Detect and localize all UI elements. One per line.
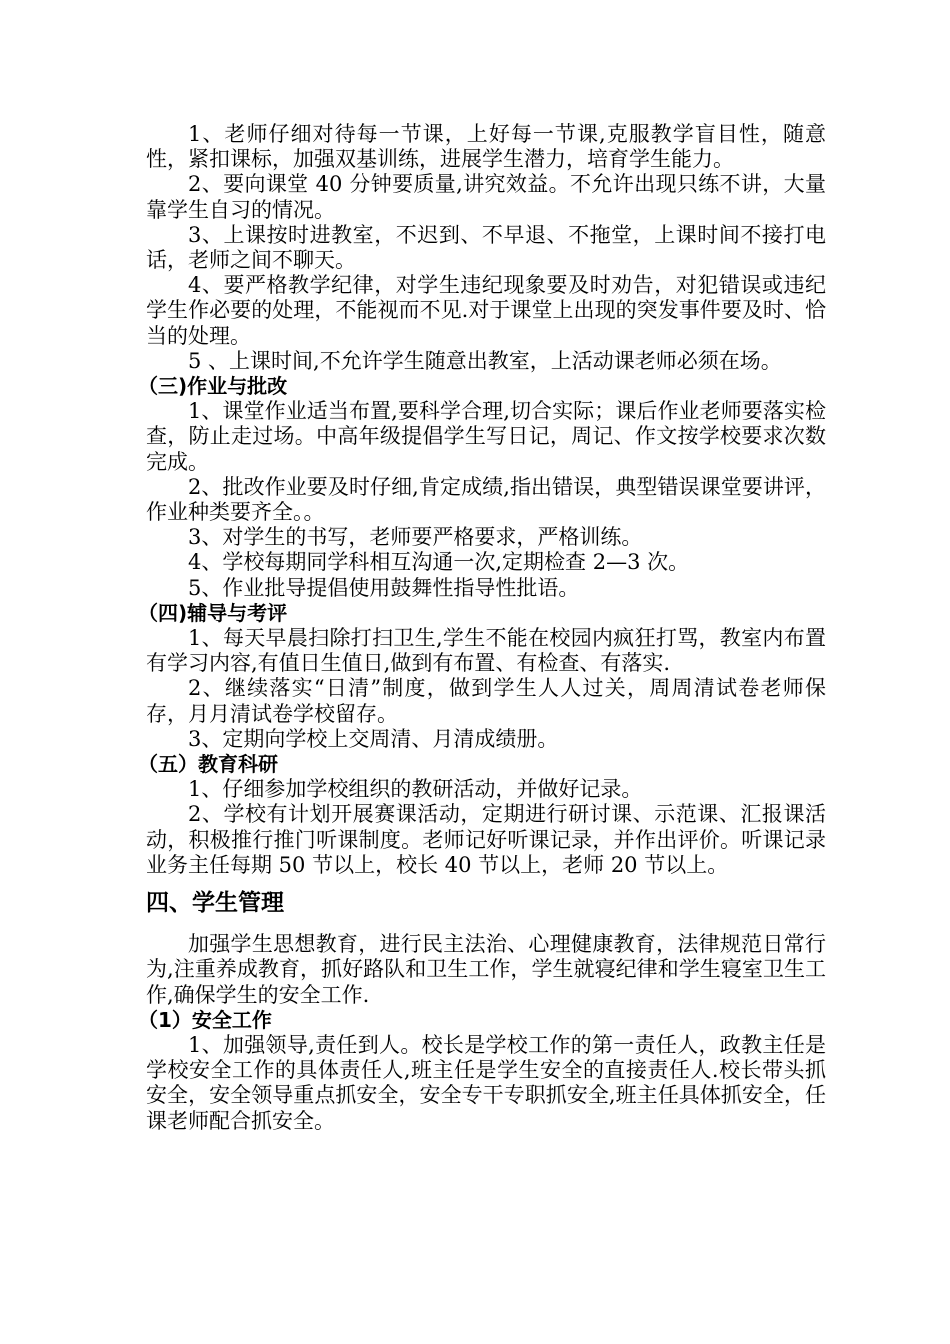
paragraph: 2、继续落实“日清”制度，做到学生人人过关，周周清试卷老师保存，月月清试卷学校留存。 <box>146 676 826 726</box>
chapter-heading-student-management: 四、学生管理 <box>146 890 284 917</box>
section-heading-tutoring: （四)辅导与考评 <box>138 600 288 625</box>
paragraph: 加强学生思想教育，进行民主法治、心理健康教育，法律规范日常行为,注重养成教育，抓好路队和卫生工作，学生就寝纪律和学生寝室卫生工作,确保学生的安全工作. <box>146 932 826 1007</box>
paragraph: 1、课堂作业适当布置,要科学合理,切合实际；课后作业老师要落实检查，防止走过场。中高年级提倡学生写日记，周记、作文按学校要求次数完成。 <box>146 399 826 474</box>
paragraph: 3、对学生的书写，老师要严格要求，严格训练。 <box>188 525 643 550</box>
paragraph: 5、作业批导提倡使用鼓舞性指导性批语。 <box>188 575 580 600</box>
paragraph: 3、上课按时进教室，不迟到、不早退、不拖堂，上课时间不接打电话，老师之间不聊天。 <box>146 222 826 273</box>
paragraph: 5 、上课时间,不允许学生随意出教室，上活动课老师必须在场。 <box>188 348 782 373</box>
paragraph: 1、加强领导,责任到人。校长是学校工作的第一责任人，政教主任是学校安全工作的具体责任人,班主任是学生安全的直接责任人.校长带头抓安全，安全领导重点抓安全，安全专干专职抓安全,班主任具体抓安全，任课老师配合抓安全。 <box>146 1032 826 1133</box>
paragraph: 1、仔细参加学校组织的教研活动，并做好记录。 <box>188 777 643 802</box>
paragraph: 1、每天早晨扫除打扫卫生,学生不能在校园内疯狂打骂，教室内布置有学习内容,有值日生值日,做到有布置、有检查、有落实. <box>146 626 826 676</box>
paragraph: 2、学校有计划开展赛课活动，定期进行研讨课、示范课、汇报课活动，积极推行推门听课制度。老师记好听课记录，并作出评价。听课记录业务主任每期 50 节以上，校长 40 节以上，老师 20 节以上。 <box>146 802 826 877</box>
paragraph: 4、学校每期同学科相互沟通一次,定期检查 2—3 次。 <box>188 550 690 575</box>
section-heading-safety: （1）安全工作 <box>138 1007 272 1032</box>
section-heading-homework: （三)作业与批改 <box>138 374 288 399</box>
paragraph: 1、老师仔细对待每一节课，上好每一节课,克服教学盲目性，随意性，紧扣课标，加强双基训练，进展学生潜力，培育学生能力。 <box>146 122 826 172</box>
paragraph: 3、定期向学校上交周清、月清成绩册。 <box>188 726 559 751</box>
document-page <box>138 122 826 1134</box>
section-heading-research: （五）教育科研 <box>138 752 278 777</box>
paragraph: 4、要严格教学纪律，对学生违纪现象要及时劝告，对犯错误或违纪学生作必要的处理，不能视而不见.对于课堂上出现的突发事件要及时、恰当的处理。 <box>146 273 826 348</box>
paragraph: 2、要向课堂 40 分钟要质量,讲究效益。不允许出现只练不讲，大量靠学生自习的情况。 <box>146 172 826 222</box>
paragraph: 2、批改作业要及时仔细,肯定成绩,指出错误，典型错误课堂要讲评，作业种类要齐全。。 <box>146 474 826 525</box>
